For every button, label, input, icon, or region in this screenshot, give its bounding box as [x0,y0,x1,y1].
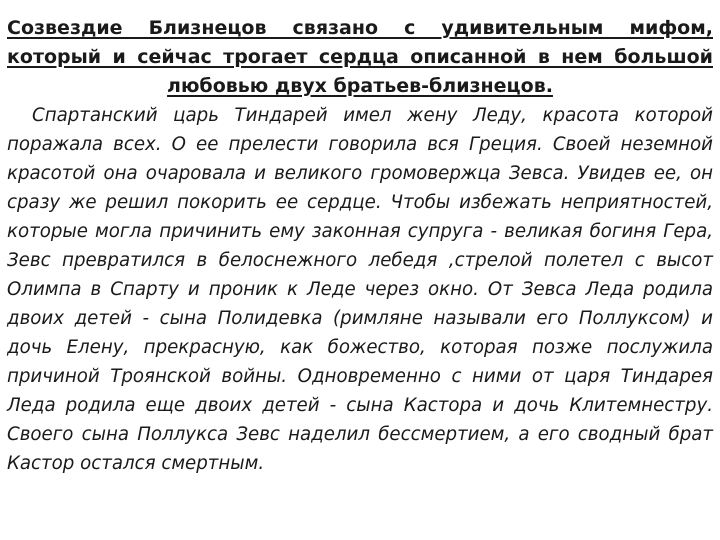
document-heading: Созвездие Близнецов связано с удивительным мифом, который и сейчас трогает сердца описанной в нем большой любовью двух братьев-близнецов. [7,17,713,97]
document-page [7,14,713,478]
myth-paragraph: Спартанский царь Тиндарей имел жену Леду, красота которой поражала всех. О ее прелести говорила вся Греция. Своей неземной красотой она очаровала и великого громовержца Зевса. Увидев ее, он сразу же решил покорить ее сердце. Чтобы избежать неприятностей, которые могла причинить ему законная супруга - великая богиня Гера, Зевс превратился в белоснежного лебедя ,стрелой полетел с высот Олимпа в Спарту и проник к Леде через окно. От Зевса Леда родила двоих детей - сына Полидевка (римляне называли его Поллуксом) и дочь Елену, прекрасную, как божество, которая позже послужила причиной Троянской войны. Одновременно с ними от царя Тиндарея Леда родила еще двоих детей - сына Кастора и дочь Клитемнестру. Своего сына Поллукса Зевс наделил бессмертием, а его сводный брат Кастор остался смертным. [7,105,713,474]
